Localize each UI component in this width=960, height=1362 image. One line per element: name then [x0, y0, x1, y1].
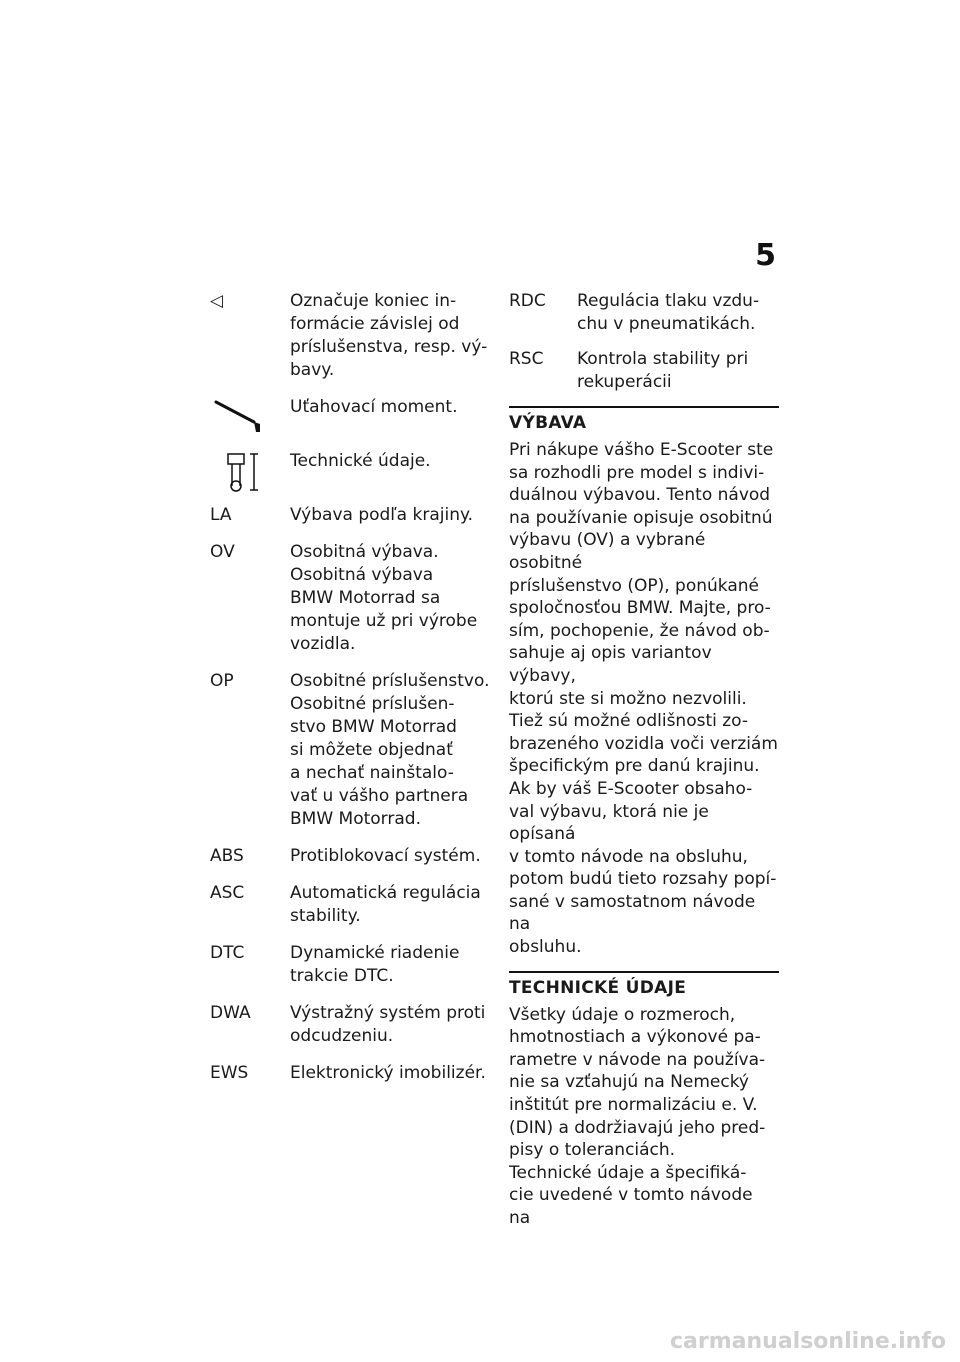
- abbreviation-list-left: [210, 290, 490, 1099]
- list-item: [210, 1062, 490, 1085]
- section-heading: TECHNICKÉ ÚDAJE: [509, 977, 687, 998]
- list-item: [210, 396, 490, 436]
- definition: Protiblokovací systém.: [290, 846, 481, 866]
- technical-data-icon: [210, 450, 290, 490]
- abbreviation: EWS: [210, 1063, 249, 1083]
- section-heading: VÝBAVA: [509, 413, 587, 433]
- definition: Technické údaje.: [290, 451, 431, 471]
- abbreviation: RSC: [509, 349, 544, 369]
- definition: Elektronický imobilizér.: [290, 1063, 486, 1083]
- abbreviation: OV: [210, 542, 235, 562]
- definition: Kontrola stability pri rekuperácii: [577, 349, 749, 392]
- abbreviation: LA: [210, 505, 232, 525]
- list-item: [210, 942, 490, 988]
- watermark: carmanualsonline.info: [670, 1329, 946, 1354]
- definition: Osobitná výbava. Osobitná výbava BMW Motorrad sa montuje už pri výrobe vozidla.: [290, 542, 478, 654]
- abbreviation: RDC: [509, 291, 546, 311]
- definition: Automatická regulácia stability.: [290, 883, 481, 926]
- section-divider: [509, 406, 779, 408]
- section-body: Pri nákupe vášho E-Scooter ste sa rozhodli pre model s indivi- duálnou výbavou. Tento návod na používanie opisuje osobitnú výbavu (OV) a vybrané osobitné príslušenstvo (OP), ponúkané spoločnosťou BMW. Majte, pro- sím, pochopenie, že návod ob- sahuje aj opis variantov výbavy, ktorú ste si možno nezvolili. Tiež sú možné odlišnosti zo- brazeného vozidla voči verziám špecifickým pre danú krajinu. Ak by váš E-Scooter obsaho- val výbavu, ktorá nie je opísaná v tomto návode na obsluhu, potom budú tieto rozsahy popí- sané v samostatnom návode na obsluhu.: [509, 440, 778, 958]
- list-item: [210, 450, 490, 490]
- definition: Výstražný systém proti odcudzeniu.: [290, 1003, 486, 1046]
- list-item: [509, 290, 779, 336]
- list-item: [210, 882, 490, 928]
- section-divider: [509, 971, 779, 973]
- list-item: [210, 504, 490, 527]
- list-item: [210, 290, 490, 382]
- list-item: [210, 541, 490, 656]
- definition: Výbava podľa krajiny.: [290, 505, 474, 525]
- list-item: [210, 845, 490, 868]
- definition: Označuje koniec in- formácie závislej od príslušenstva, resp. vý- bavy.: [290, 291, 488, 380]
- abbreviation: DWA: [210, 1003, 251, 1023]
- list-item: [509, 348, 779, 394]
- definition: Dynamické riadenie trakcie DTC.: [290, 943, 460, 986]
- torque-wrench-icon: [210, 396, 290, 436]
- abbreviation: ASC: [210, 883, 245, 903]
- abbreviation: OP: [210, 671, 234, 691]
- abbreviation: DTC: [210, 943, 245, 963]
- list-item: [210, 1002, 490, 1048]
- page-number: 5: [755, 238, 776, 273]
- section-body: Všetky údaje o rozmeroch, hmotnostiach a výkonové pa- rametre v návode na používa- nie sa vzťahujú na Nemecký inštitút pre normalizáciu e. V. (DIN) a dodržiavajú jeho pred- pisy o toleranciách. Technické údaje a špecifiká- cie uvedené v tomto návode na: [509, 1004, 766, 1228]
- definition: Uťahovací moment.: [290, 397, 458, 417]
- definition: Regulácia tlaku vzdu- chu v pneumatikách.: [577, 291, 760, 334]
- list-item: [210, 670, 490, 831]
- end-marker-icon: ◁: [210, 291, 224, 311]
- right-column: [509, 290, 779, 1242]
- abbreviation: ABS: [210, 846, 244, 866]
- definition: Osobitné príslušenstvo. Osobitné príslušen- stvo BMW Motorrad si môžete objednať a nechať nainštalo- vať u vášho partnera BMW Motorrad.: [290, 671, 490, 829]
